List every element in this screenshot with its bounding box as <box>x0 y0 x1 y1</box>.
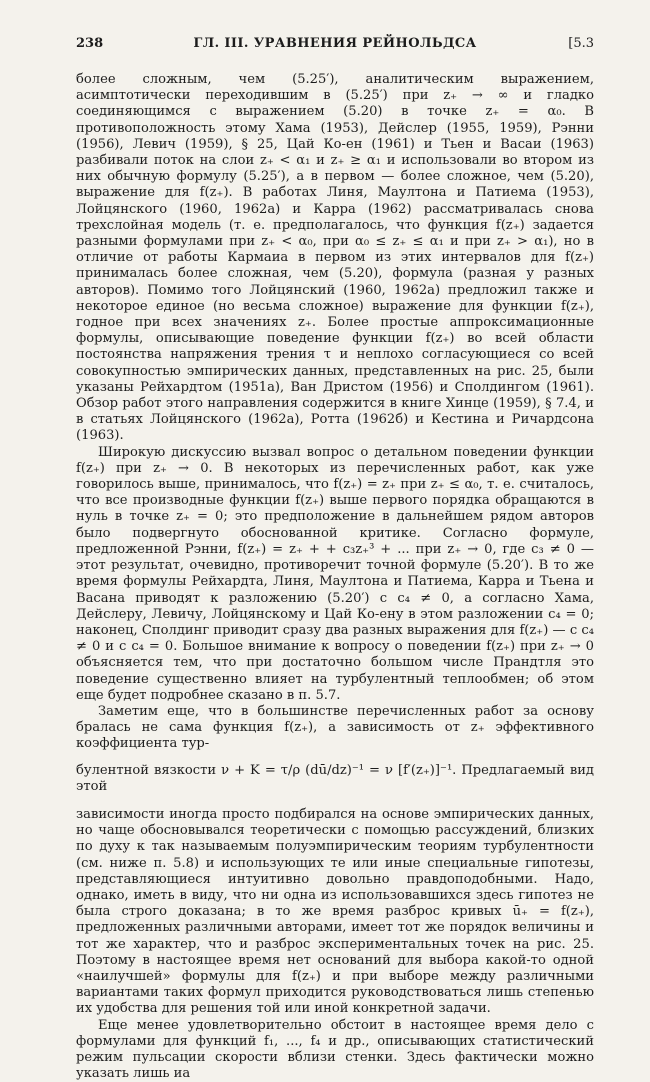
section-number: [5.3 <box>568 36 594 51</box>
formula-line: булентной вязкости ν + K = τ/ρ (dū/dz)⁻¹ = ν [f′(z₊)]⁻¹. Предлагаемый вид этой <box>76 762 594 794</box>
paragraph: Заметим еще, что в большинстве перечисленных работ за основу бралась не сама функция f(z₊), а зависимость от z₊ эффективного коэффициента тур- <box>76 703 594 752</box>
paragraph: зависимости иногда просто подбирался на основе эмпирических данных, но чаще обосновывался теоретически с помощью рассуждений, близких по духу к так называемым полуэмпирическим теориям турбулентности (см. ниже п. 5.8) и использующих те или иные специальные гипотезы, представляющиеся интуитивно довольно правдоподобными. Надо, однако, иметь в виду, что ни одна из использовавшихся здесь гипотез не была строго доказана; в то же время разброс кривых ū₊ = f(z₊), предложенных различными авторами, имеет тот же порядок величины и тот же характер, что и разброс экспериментальных точек на рис. 25. Поэтому в настоящее время нет оснований для выбора какой-то одной «наилучшей» формулы для f(z₊) и при выборе между различными вариантами таких формул приходится руководствоваться лишь степенью их удобства для решения той или иной конкретной задачи. <box>76 806 594 1017</box>
page-number: 238 <box>76 36 104 51</box>
running-header <box>76 36 594 58</box>
paragraph: Еще менее удовлетворительно обстоит в настоящее время дело с формулами для функций f₁, ..., f₄ и др., описывающих статистический режим пульсации скорости вблизи стенки. Здесь фактически можно указать лишь иа <box>76 1017 594 1082</box>
chapter-title: ГЛ. III. УРАВНЕНИЯ РЕЙНОЛЬДСА <box>193 36 477 51</box>
paragraph: более сложным, чем (5.25′), аналитическим выражением, асимптотически переходившим в (5.25′) при z₊ → ∞ и гладко соединяющимся с выражением (5.20) в точке z₊ = α₀. В противоположность этому Хама (1953), Дейслер (1955, 1959), Рэнни (1956), Левич (1959), § 25, Цай Ко-ен (1961) и Тьен и Васаи (1963) разбивали поток на слои z₊ < α₁ и z₊ ≥ α₁ и использовали во втором из них обычную формулу (5.25′), а в первом — более сложное, чем (5.20), выражение для f(z₊). В работах Линя, Маултона и Патиема (1953), Лойцянского (1960, 1962а) и Карра (1962) рассматривалась снова трехслойная модель (т. е. предполагалось, что функция f(z₊) задается разными формулами при z₊ < α₀, при α₀ ≤ z₊ ≤ α₁ и при z₊ > α₁), но в отличие от работы Кармаиа в первом из этих интервалов для f(z₊) принималась более сложная, чем (5.20), формула (разная у разных авторов). Помимо того Лойцянский (1960, 1962а) предложил также и некоторое единое (но весьма сложное) выражение для функции f(z₊), годное при всех значениях z₊. Более простые аппроксимационные формулы, описывающие поведение функции f(z₊) во всей области постоянства напряжения трения τ и неплохо согласующиеся со всей совокупностью эмпирических данных, представленных на рис. 25, были указаны Рейхардтом (1951а), Ван Дристом (1956) и Сполдингом (1961). Обзор работ этого направления содержится в книге Хинце (1959), § 7.4, и в статьях Лойцянского (1962а), Ротта (1962б) и Кестина и Ричардсона (1963). <box>76 72 594 444</box>
body-text <box>76 72 594 1082</box>
paragraph: Широкую дискуссию вызвал вопрос о детальном поведении функции f(z₊) при z₊ → 0. В некоторых из перечисленных работ, как уже говорилось выше, принималось, что f(z₊) = z₊ при z₊ ≤ α₀, т. е. считалось, что все производные функции f(z₊) выше первого порядка обращаются в нуль в точке z₊ = 0; это предположение в дальнейшем рядом авторов было подвергнуто обоснованной критике. Согласно формуле, предложенной Рэнни, f(z₊) = z₊ + + c₃z₊³ + ... при z₊ → 0, где c₃ ≠ 0 — этот результат, очевидно, противоречит точной формуле (5.20′). В то же время формулы Рейхардта, Линя, Маултона и Патиема, Карра и Тьена и Васана приводят к разложению (5.20′) с c₄ ≠ 0, а согласно Хама, Дейслеру, Левичу, Лойцянскому и Цай Ко-ену в этом разложении c₄ = 0; наконец, Сполдинг приводит сразу два разных выражения для f(z₊) — с c₄ ≠ 0 и с c₄ = 0. Большое внимание к вопросу о поведении f(z₊) при z₊ → 0 объясняется тем, что при достаточно большом числе Прандтля это поведение существенно влияет на турбулентный теплообмен; об этом еще будет подробнее сказано в п. 5.7. <box>76 444 594 703</box>
